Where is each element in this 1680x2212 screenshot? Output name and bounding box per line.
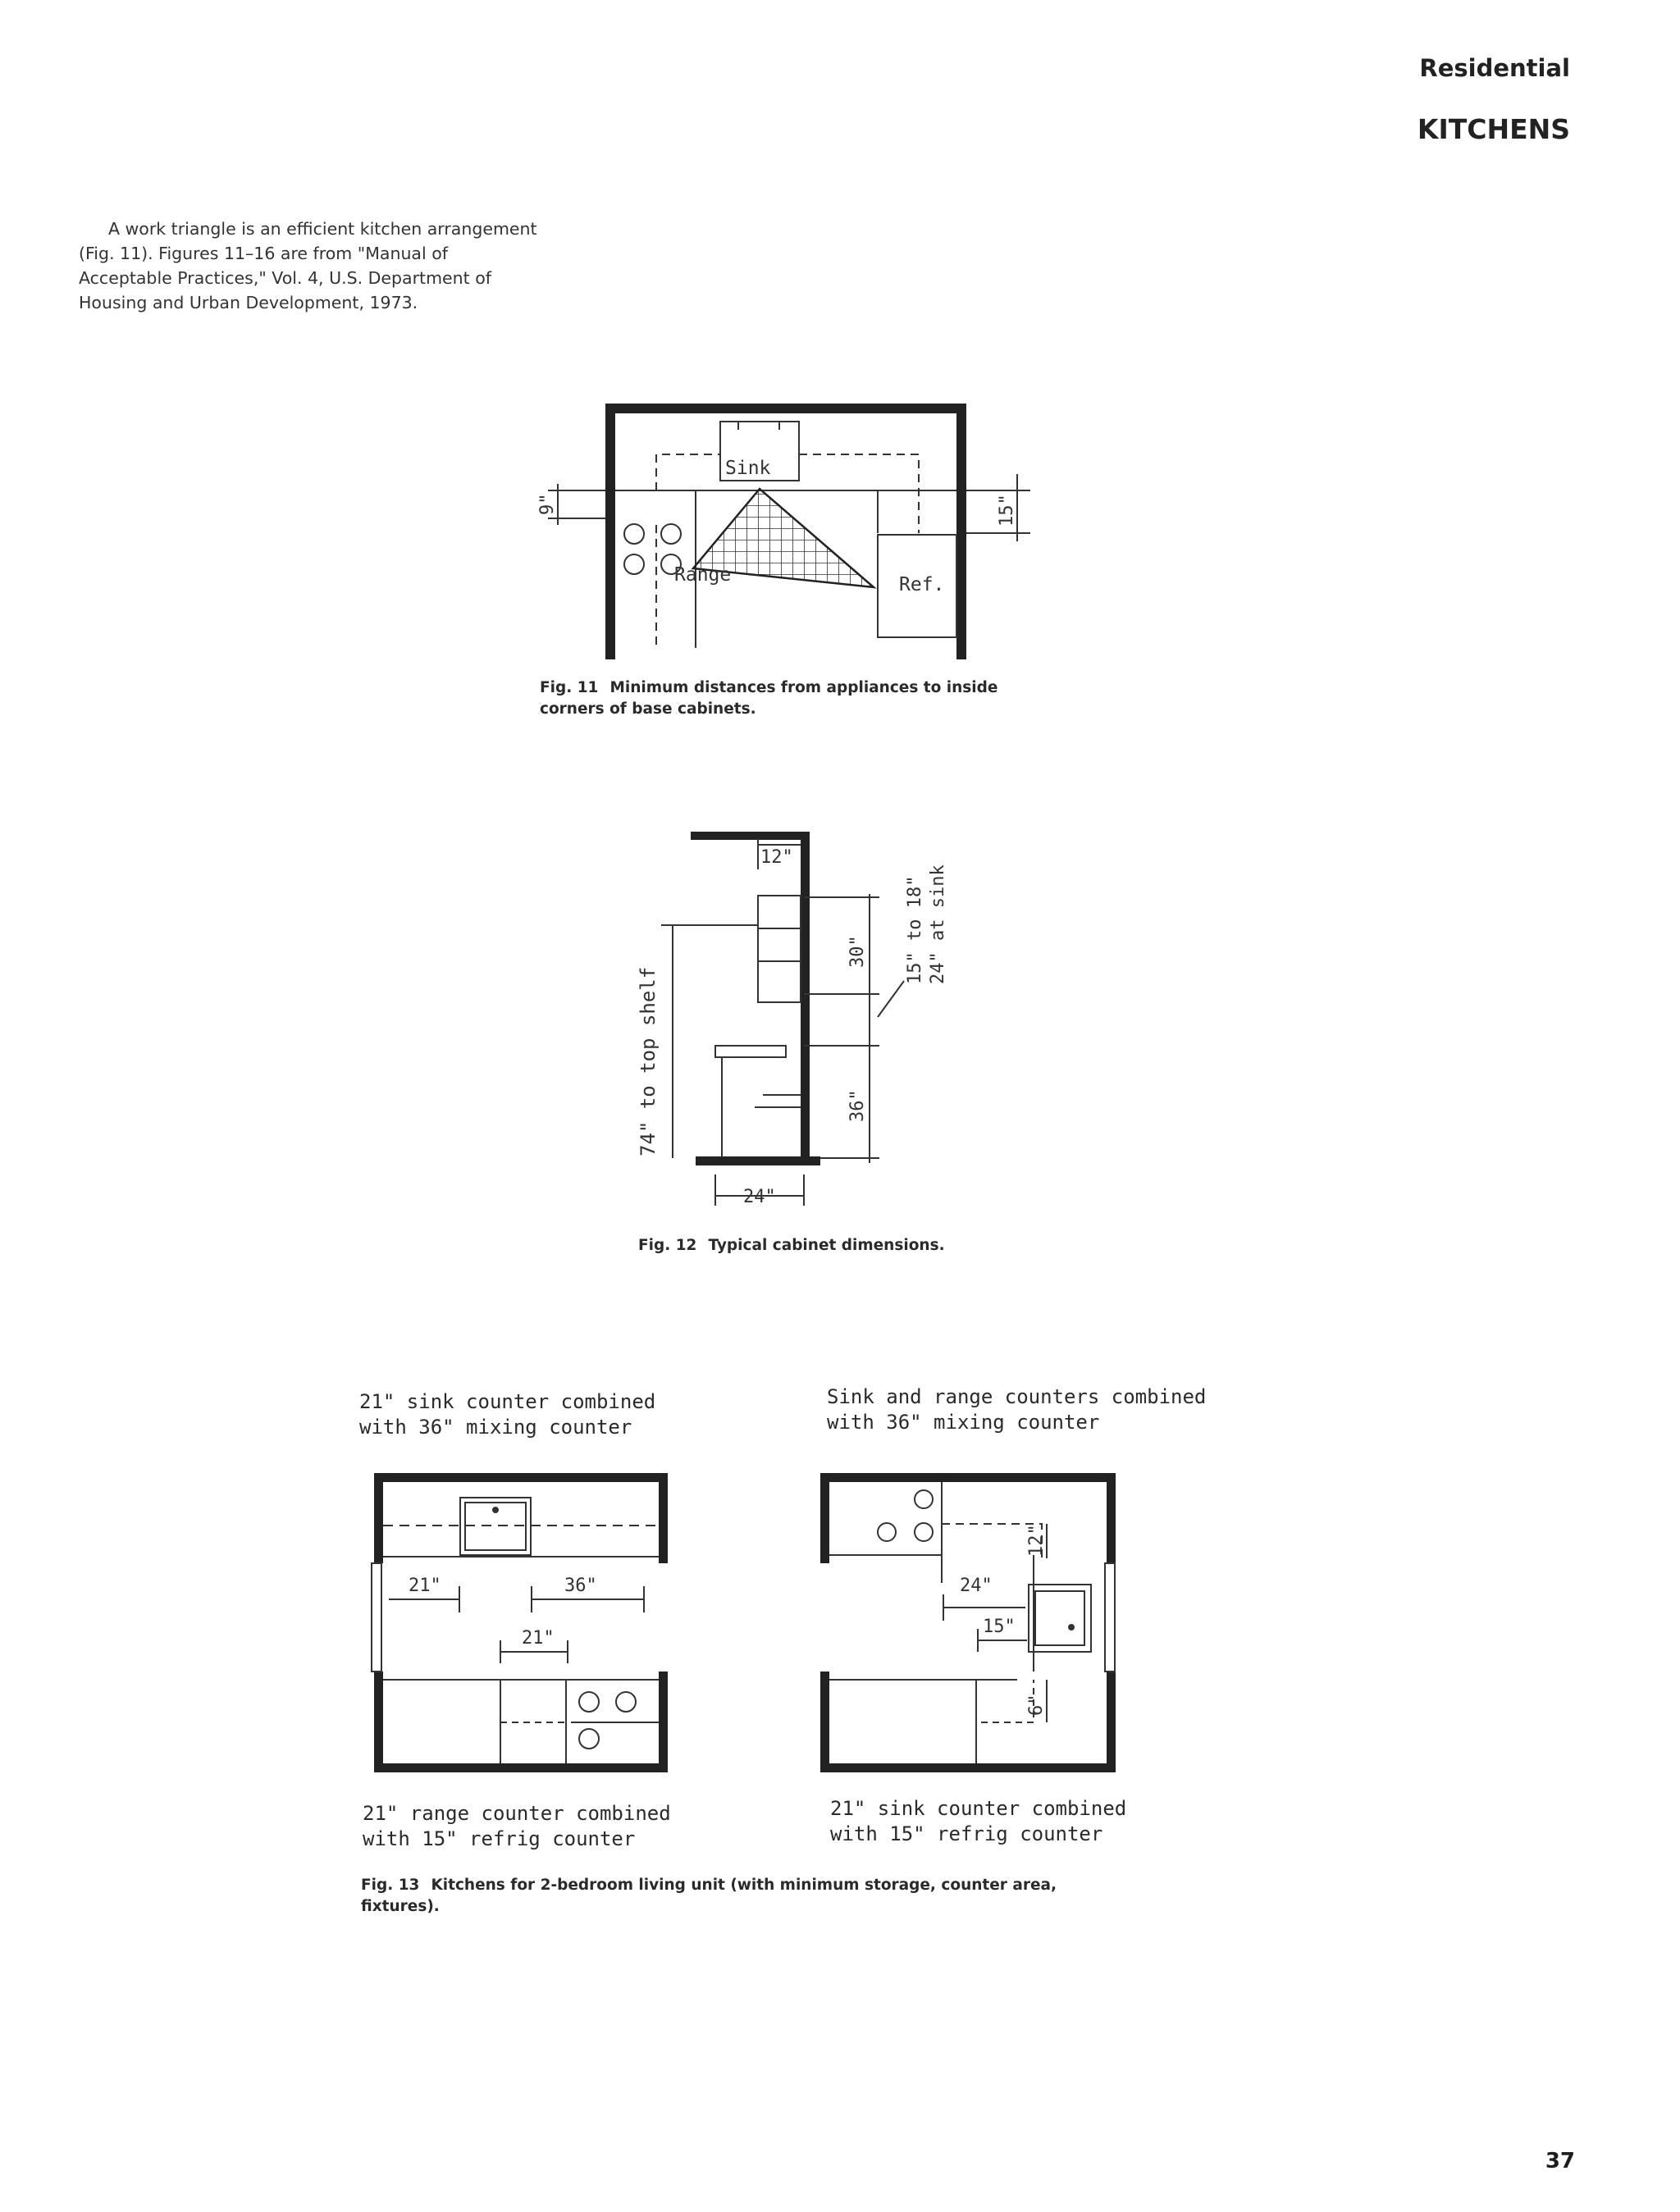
fig11-range-label: Range xyxy=(674,564,732,586)
fig13-caption xyxy=(361,1875,1116,1918)
fig13-right-dim-15: 15" xyxy=(983,1617,1016,1637)
fig12-dim-36: 36" xyxy=(847,1089,868,1122)
fig13-left-dim-21b: 21" xyxy=(522,1628,555,1649)
fig11-caption-text: Minimum distances from appliances to inside corners of base cabinets. xyxy=(540,679,998,718)
fig12-dim-15-18: 15" to 18" xyxy=(905,875,925,984)
fig12-caption-label: Fig. 12 xyxy=(638,1237,697,1254)
fig13-label-top-right: Sink and range counters combined with 36" mixing counter xyxy=(827,1385,1207,1434)
fig13-caption-text: Kitchens for 2-bedroom living unit (with minimum storage, counter area, fixtures). xyxy=(361,1877,1057,1915)
page-number: 37 xyxy=(1545,2149,1575,2173)
fig12-dim-24-sink: 24" at sink xyxy=(928,864,948,984)
fig12-dim-24: 24" xyxy=(743,1187,776,1207)
section-heading: Residential xyxy=(1419,54,1570,82)
fig13-left-dim-21a: 21" xyxy=(409,1576,441,1596)
fig13-right-dim-24: 24" xyxy=(960,1576,993,1596)
fig12-caption-text: Typical cabinet dimensions. xyxy=(708,1237,945,1254)
fig11-sink-label: Sink xyxy=(725,458,771,479)
fig13-label-bottom-right: 21" sink counter combined with 15" refrig counter xyxy=(830,1797,1127,1845)
intro-paragraph: A work triangle is an efficient kitchen arrangement (Fig. 11). Figures 11–16 are from "Manual of Acceptable Practices," Vol. 4, U.S. Department of Housing and Urban Development, 1973. xyxy=(79,219,537,312)
fig13-caption-label: Fig. 13 xyxy=(361,1877,420,1894)
fig11-caption-label: Fig. 11 xyxy=(540,679,599,696)
fig11-dim-15: 15" xyxy=(997,494,1017,527)
page-title: KITCHENS xyxy=(1417,113,1570,145)
fig11-dim-9: 9" xyxy=(537,493,558,515)
fig13-label-top-left: 21" sink counter combined with 36" mixing counter xyxy=(359,1390,656,1439)
fig13-left-walls xyxy=(374,1473,668,1772)
fig13-label-bottom-left: 21" range counter combined with 15" refrig counter xyxy=(363,1802,671,1850)
fig11-ref-label: Ref. xyxy=(899,574,945,595)
fig13-left-dim-36: 36" xyxy=(564,1576,597,1596)
fig13-right-walls xyxy=(820,1473,1116,1772)
fig12-dim-30: 30" xyxy=(847,935,868,968)
fig13-right-dim-6: 6" xyxy=(1026,1694,1047,1716)
fig13-right-dim-12: 12" xyxy=(1026,1524,1047,1557)
fig12-dim-74: 74" to top shelf xyxy=(637,966,660,1156)
fig12-dim-12: 12" xyxy=(760,847,793,868)
